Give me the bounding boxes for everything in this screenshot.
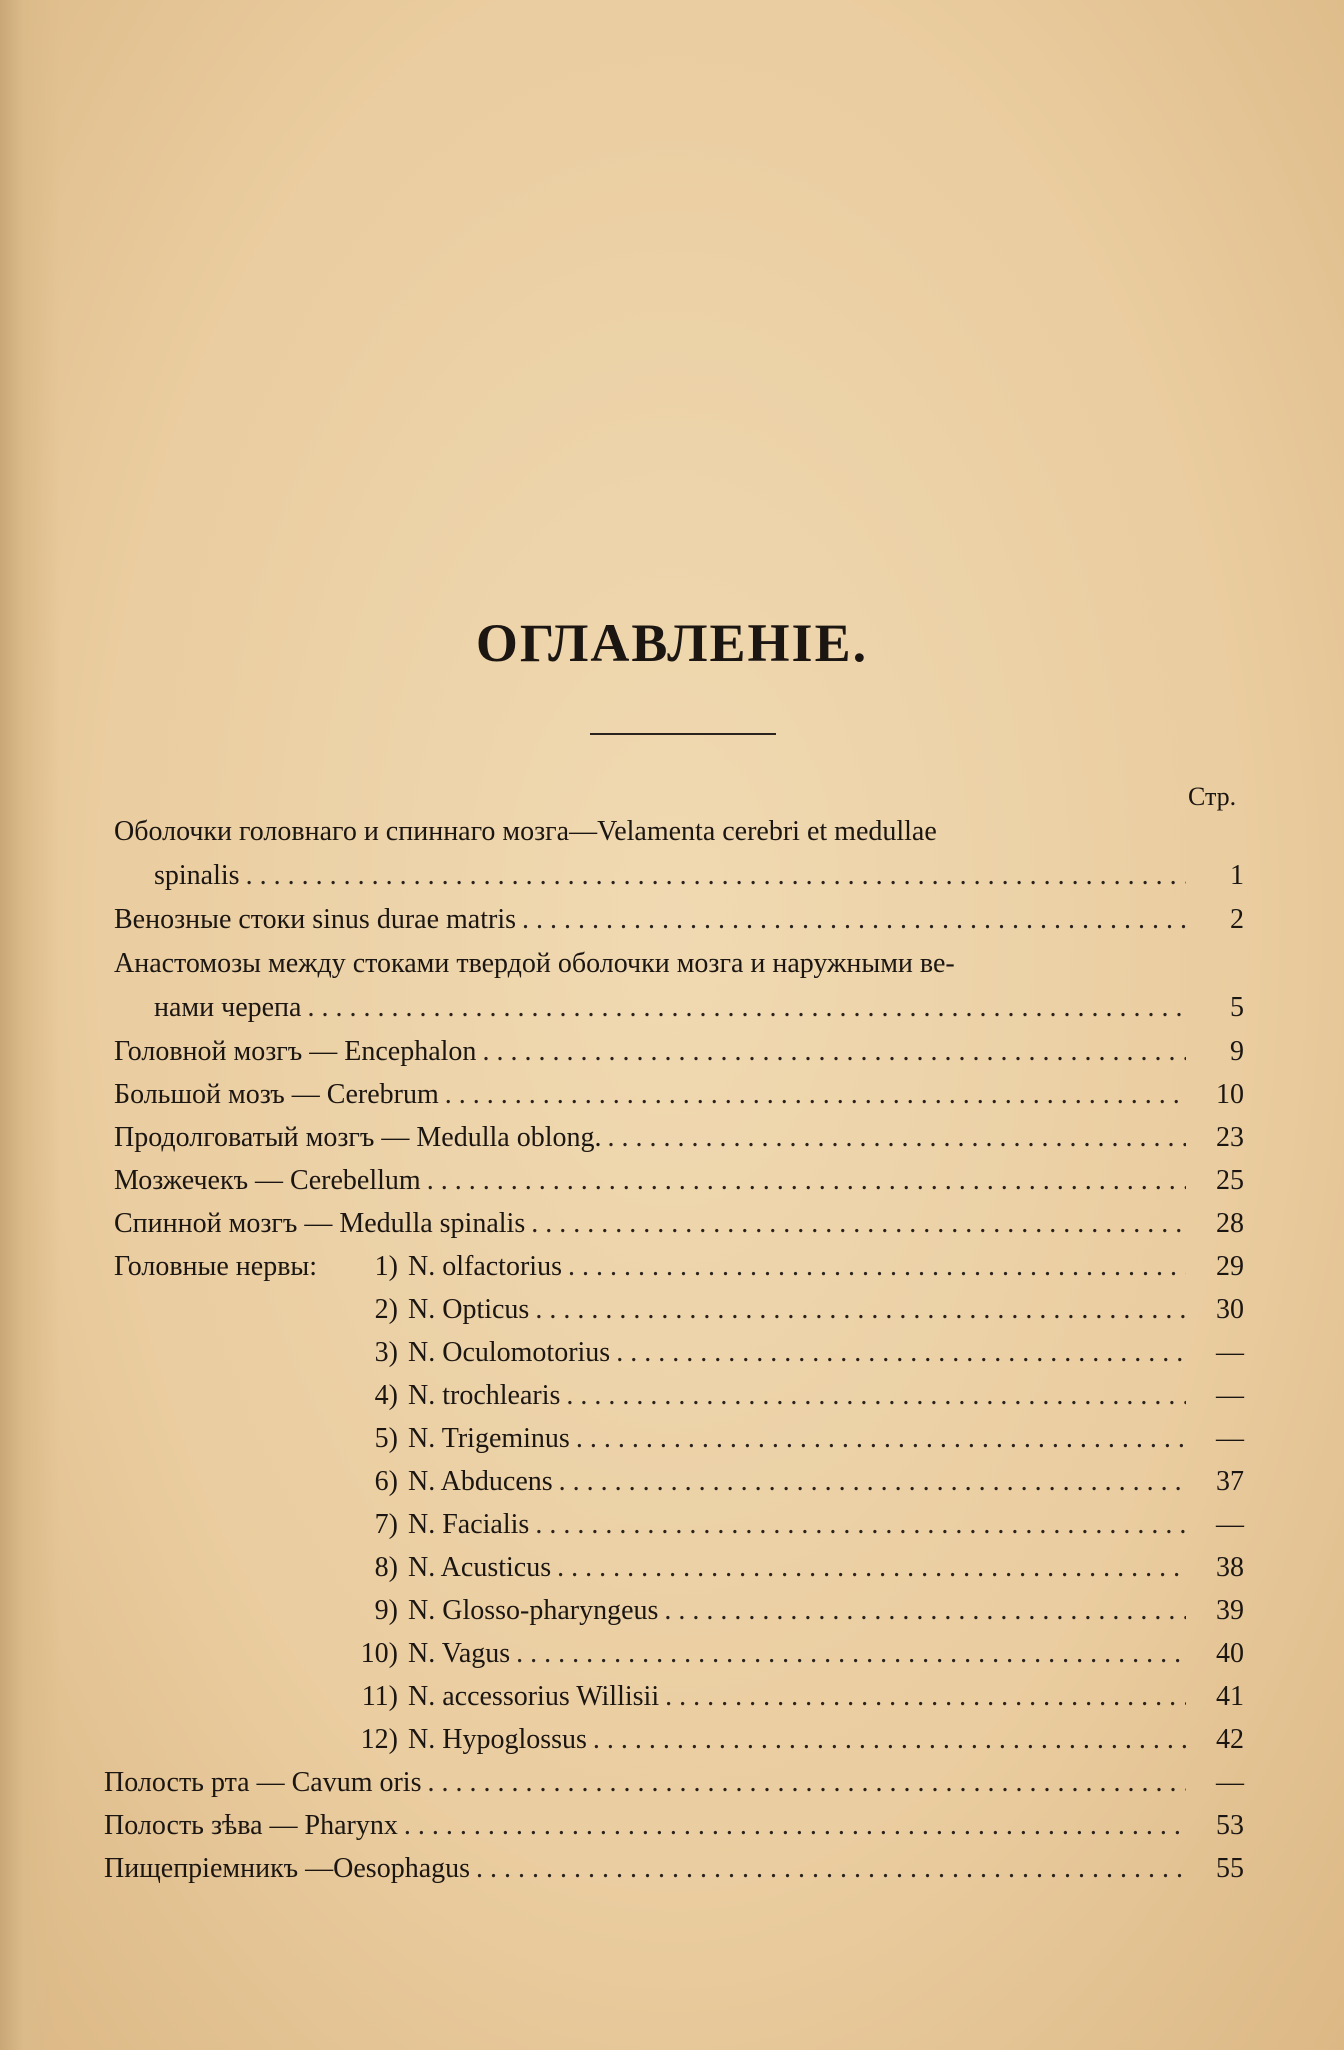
toc-entry-text: Головной мозгъ — Encephalon <box>114 1036 477 1067</box>
nerve-entry <box>334 1677 1244 1717</box>
leader-dots <box>531 1204 1186 1244</box>
toc-entry-text: Полость рта — Cavum oris <box>104 1767 422 1798</box>
toc-entry-text: Венозные стоки sinus durae matris <box>114 904 516 935</box>
toc-page-number: 2 <box>1230 904 1244 935</box>
toc-entry-text: Пищепріемникъ —Oesophagus <box>104 1853 471 1884</box>
nerve-name: N. Facialis <box>408 1509 530 1540</box>
leader-dots <box>665 1677 1186 1717</box>
nerve-name: N. Hypoglossus <box>408 1724 587 1755</box>
nerve-number: 8) <box>374 1552 398 1583</box>
toc-entry <box>114 1118 1244 1158</box>
nerve-number: 5) <box>374 1423 398 1454</box>
nerve-entry <box>334 1419 1244 1459</box>
toc-entry <box>114 1075 1244 1115</box>
leader-dots <box>593 1720 1186 1760</box>
leader-dots <box>445 1075 1186 1115</box>
toc-page-number: 40 <box>1216 1638 1244 1669</box>
toc-entry-text: нами черепа <box>154 992 302 1023</box>
leader-dots <box>246 856 1186 896</box>
nerve-entry <box>334 1333 1244 1373</box>
leader-dots <box>476 1849 1186 1889</box>
toc-page-number: 53 <box>1216 1810 1244 1841</box>
toc-entry-text: Продолговатый мозгъ — Medulla oblong. <box>114 1122 602 1153</box>
nerve-entry <box>334 1548 1244 1588</box>
nerve-name: N. accessorius Willisii <box>408 1681 660 1712</box>
nerve-name: N. Oculomotorius <box>408 1337 611 1368</box>
toc-entry <box>104 1763 1244 1803</box>
nerve-number: 6) <box>374 1466 398 1497</box>
toc-page-number: 39 <box>1216 1595 1244 1626</box>
nerve-entry <box>334 1505 1244 1545</box>
leader-dots <box>576 1419 1186 1459</box>
nerve-number: 4) <box>374 1380 398 1411</box>
nerve-entry <box>334 1591 1244 1631</box>
nerve-name: N. Vagus <box>408 1638 511 1669</box>
toc-page-number: 10 <box>1216 1079 1244 1110</box>
title-divider <box>590 733 776 735</box>
nerve-entry <box>334 1376 1244 1416</box>
leader-dots <box>535 1505 1186 1545</box>
page-column-header: Стр. <box>1188 782 1237 811</box>
nerves-heading: Головные нервы: <box>114 1251 317 1282</box>
toc-page-number: 37 <box>1216 1466 1244 1497</box>
toc-page-number: — <box>1216 1380 1244 1411</box>
nerve-number: 11) <box>361 1681 398 1712</box>
nerve-entry <box>334 1290 1244 1330</box>
nerve-name: N. olfactorius <box>408 1251 562 1282</box>
toc-page-number: — <box>1216 1423 1244 1454</box>
toc-entry-text: Большой мозъ — Cerebrum <box>114 1079 439 1110</box>
toc-page-number: 9 <box>1230 1036 1244 1067</box>
nerve-number: 3) <box>374 1337 398 1368</box>
toc-entry <box>104 1849 1244 1889</box>
toc-entry <box>114 1204 1244 1244</box>
toc-entry <box>114 1032 1244 1072</box>
toc-page-number: 28 <box>1216 1208 1244 1239</box>
leader-dots <box>404 1806 1186 1846</box>
nerve-number: 12) <box>360 1724 398 1755</box>
toc-page-number: 30 <box>1216 1294 1244 1325</box>
toc-page-number: — <box>1216 1337 1244 1368</box>
leader-dots <box>427 1161 1186 1201</box>
toc-entry-text: Полость зѣва — Pharynx <box>104 1810 398 1841</box>
toc-entry-text: Мозжечекъ — Cerebellum <box>114 1165 421 1196</box>
toc-entry-text: Спинной мозгъ — Medulla spinalis <box>114 1208 526 1239</box>
toc-page-number: 42 <box>1216 1724 1244 1755</box>
toc-entry <box>154 856 1244 896</box>
nerve-entry <box>334 1462 1244 1502</box>
nerve-entry <box>334 1634 1244 1674</box>
nerve-name: N. Abducens <box>408 1466 553 1497</box>
toc-page-number: 5 <box>1230 992 1244 1023</box>
page-title: ОГЛАВЛЕНІЕ. <box>475 613 869 673</box>
nerve-number: 9) <box>374 1595 398 1626</box>
toc-page-number: 41 <box>1216 1681 1244 1712</box>
leader-dots <box>307 988 1186 1028</box>
nerve-number: 1) <box>374 1251 398 1282</box>
toc-page-number: 38 <box>1216 1552 1244 1583</box>
leader-dots <box>482 1032 1186 1072</box>
nerve-number: 7) <box>374 1509 398 1540</box>
toc-page-number: 1 <box>1230 860 1244 891</box>
leader-dots <box>557 1548 1186 1588</box>
toc-page-number: — <box>1216 1509 1244 1540</box>
toc-entry-text: spinalis <box>154 860 240 891</box>
toc-entry-text: Анастомозы между стоками твердой оболочки мозга и наружными ве- <box>114 948 955 979</box>
page-binding-shadow <box>0 0 60 2050</box>
leader-dots <box>427 1763 1186 1803</box>
leader-dots <box>566 1376 1186 1416</box>
leader-dots <box>607 1118 1186 1158</box>
leader-dots <box>568 1247 1186 1287</box>
toc-entry <box>114 1161 1244 1201</box>
nerve-entry <box>334 1720 1244 1760</box>
nerve-number: 10) <box>360 1638 398 1669</box>
toc-page-number: 23 <box>1216 1122 1244 1153</box>
toc-entry-text: Оболочки головнаго и спиннаго мозга—Velamenta cerebri et medullae <box>114 816 937 847</box>
nerve-name: N. Acusticus <box>408 1552 552 1583</box>
nerve-number: 2) <box>374 1294 398 1325</box>
leader-dots <box>616 1333 1186 1373</box>
toc-page-number: 55 <box>1216 1853 1244 1884</box>
leader-dots <box>559 1462 1186 1502</box>
toc-entry <box>114 900 1244 940</box>
leader-dots <box>522 900 1186 940</box>
leader-dots <box>516 1634 1186 1674</box>
toc-entry <box>154 988 1244 1028</box>
leader-dots <box>535 1290 1186 1330</box>
nerve-entry <box>334 1247 1244 1287</box>
toc-page-number: — <box>1216 1767 1244 1798</box>
nerve-name: N. Opticus <box>408 1294 530 1325</box>
nerve-name: N. Trigeminus <box>408 1423 570 1454</box>
nerve-name: N. Glosso-pharyngeus <box>408 1595 659 1626</box>
toc-page-number: 29 <box>1216 1251 1244 1282</box>
leader-dots <box>664 1591 1186 1631</box>
toc-page-number: 25 <box>1216 1165 1244 1196</box>
toc-entry <box>104 1806 1244 1846</box>
nerve-name: N. trochlearis <box>408 1380 561 1411</box>
